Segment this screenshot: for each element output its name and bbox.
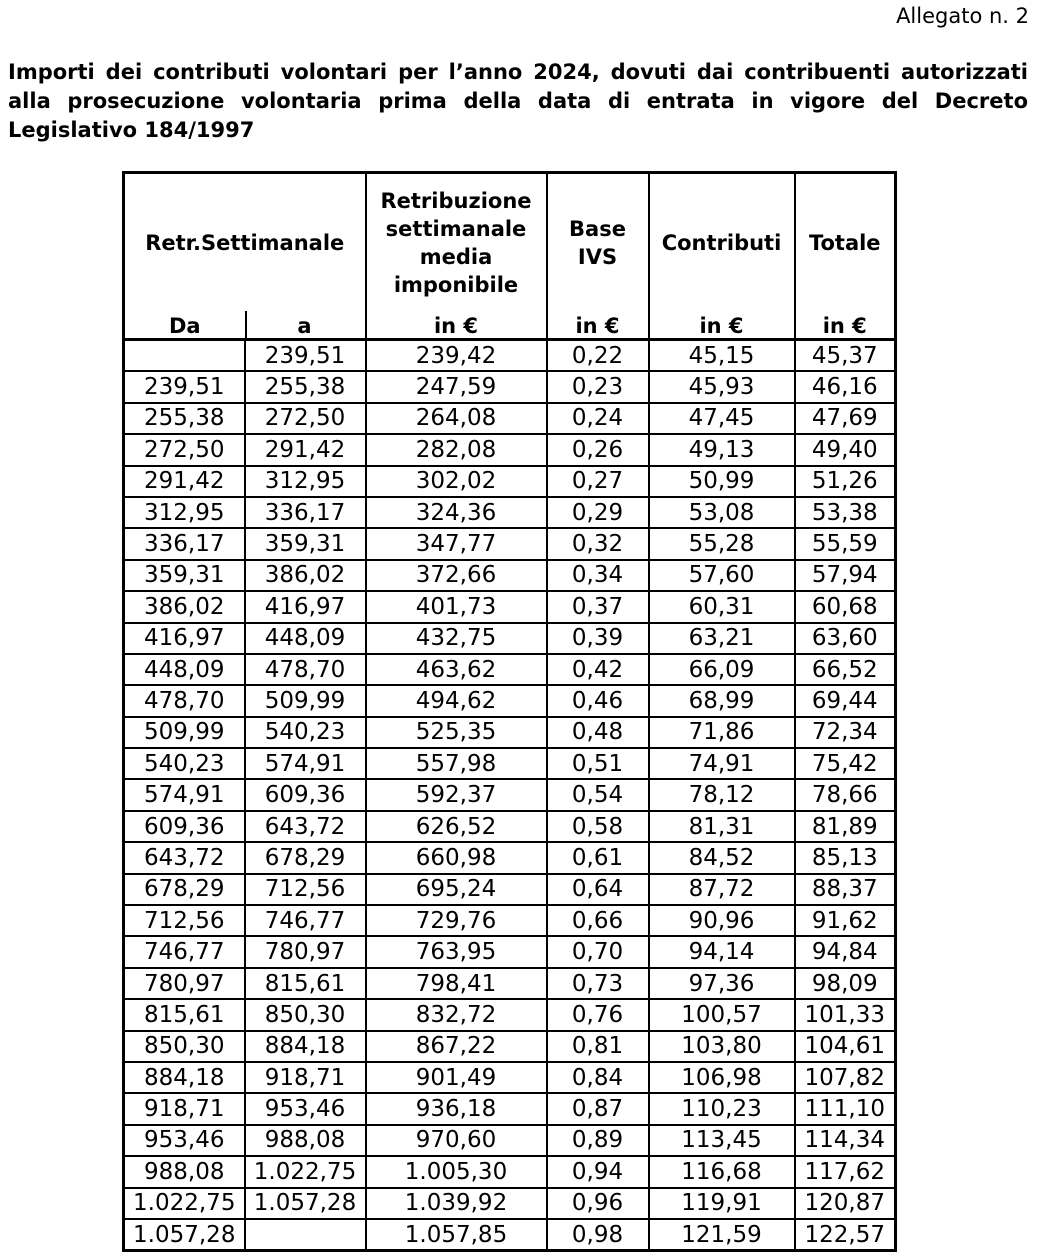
header-base-ivs: Base IVS [547,173,649,312]
cell-contributi: 53,08 [649,497,795,528]
cell-da: 746,77 [124,936,245,967]
table-row [124,936,896,967]
cell-totale: 47,69 [795,403,896,434]
cell-base-ivs: 0,66 [547,905,649,936]
table-row [124,968,896,999]
cell-da: 609,36 [124,811,245,842]
cell-a: 478,70 [245,654,366,685]
cell-base-ivs: 0,61 [547,842,649,873]
cell-totale: 63,60 [795,623,896,654]
cell-da: 988,08 [124,1156,245,1187]
table-row [124,403,896,434]
cell-retribuzione: 832,72 [366,999,547,1030]
table-body [124,340,896,1251]
cell-totale: 55,59 [795,528,896,559]
cell-a [245,1219,366,1251]
cell-da: 448,09 [124,654,245,685]
table-row [124,434,896,465]
cell-contributi: 47,45 [649,403,795,434]
table-row [124,842,896,873]
cell-a: 540,23 [245,717,366,748]
cell-base-ivs: 0,54 [547,779,649,810]
cell-contributi: 74,91 [649,748,795,779]
cell-da: 850,30 [124,1031,245,1062]
cell-contributi: 121,59 [649,1219,795,1251]
cell-base-ivs: 0,24 [547,403,649,434]
cell-totale: 46,16 [795,371,896,402]
cell-a: 448,09 [245,623,366,654]
cell-base-ivs: 0,22 [547,340,649,372]
cell-totale: 117,62 [795,1156,896,1187]
cell-da: 1.022,75 [124,1188,245,1219]
unit-contributi: in € [649,311,795,340]
cell-retribuzione: 798,41 [366,968,547,999]
cell-retribuzione: 867,22 [366,1031,547,1062]
cell-contributi: 119,91 [649,1188,795,1219]
cell-retribuzione: 463,62 [366,654,547,685]
cell-base-ivs: 0,26 [547,434,649,465]
cell-da: 574,91 [124,779,245,810]
cell-retribuzione: 763,95 [366,936,547,967]
cell-retribuzione: 1.057,85 [366,1219,547,1251]
attachment-label: Allegato n. 2 [896,4,1029,28]
cell-contributi: 57,60 [649,560,795,591]
cell-base-ivs: 0,37 [547,591,649,622]
cell-base-ivs: 0,98 [547,1219,649,1251]
cell-base-ivs: 0,70 [547,936,649,967]
cell-contributi: 49,13 [649,434,795,465]
cell-a: 609,36 [245,779,366,810]
cell-a: 712,56 [245,874,366,905]
cell-totale: 107,82 [795,1062,896,1093]
cell-da: 815,61 [124,999,245,1030]
table-row [124,905,896,936]
cell-retribuzione: 557,98 [366,748,547,779]
cell-base-ivs: 0,87 [547,1093,649,1124]
cell-base-ivs: 0,81 [547,1031,649,1062]
cell-da: 312,95 [124,497,245,528]
cell-totale: 120,87 [795,1188,896,1219]
cell-da: 239,51 [124,371,245,402]
cell-a: 953,46 [245,1093,366,1124]
cell-da: 712,56 [124,905,245,936]
column-divider [245,311,247,338]
cell-base-ivs: 0,64 [547,874,649,905]
cell-da: 918,71 [124,1093,245,1124]
table-row [124,340,896,372]
cell-retribuzione: 901,49 [366,1062,547,1093]
cell-a: 574,91 [245,748,366,779]
cell-base-ivs: 0,89 [547,1125,649,1156]
cell-base-ivs: 0,84 [547,1062,649,1093]
cell-retribuzione: 660,98 [366,842,547,873]
cell-retribuzione: 1.005,30 [366,1156,547,1187]
cell-da: 291,42 [124,466,245,497]
cell-base-ivs: 0,23 [547,371,649,402]
cell-base-ivs: 0,42 [547,654,649,685]
cell-contributi: 106,98 [649,1062,795,1093]
header-retr-settimanale: Retr.Settimanale [124,173,366,312]
cell-retribuzione: 525,35 [366,717,547,748]
cell-da [124,340,245,372]
cell-da: 509,99 [124,717,245,748]
cell-retribuzione: 936,18 [366,1093,547,1124]
cell-base-ivs: 0,34 [547,560,649,591]
cell-da: 953,46 [124,1125,245,1156]
unit-a-label: a [297,314,312,338]
cell-base-ivs: 0,48 [547,717,649,748]
cell-retribuzione: 729,76 [366,905,547,936]
cell-totale: 122,57 [795,1219,896,1251]
cell-contributi: 90,96 [649,905,795,936]
table-row [124,497,896,528]
header-contributi: Contributi [649,173,795,312]
cell-base-ivs: 0,51 [547,748,649,779]
cell-retribuzione: 302,02 [366,466,547,497]
header-totale: Totale [795,173,896,312]
cell-a: 643,72 [245,811,366,842]
cell-contributi: 94,14 [649,936,795,967]
table-row [124,874,896,905]
cell-retribuzione: 264,08 [366,403,547,434]
cell-retribuzione: 592,37 [366,779,547,810]
unit-totale: in € [795,311,896,340]
cell-totale: 57,94 [795,560,896,591]
unit-retribuzione: in € [366,311,547,340]
table-row [124,1156,896,1187]
cell-totale: 69,44 [795,685,896,716]
cell-da: 540,23 [124,748,245,779]
cell-totale: 94,84 [795,936,896,967]
cell-a: 255,38 [245,371,366,402]
cell-contributi: 81,31 [649,811,795,842]
cell-a: 509,99 [245,685,366,716]
cell-retribuzione: 695,24 [366,874,547,905]
cell-a: 815,61 [245,968,366,999]
cell-a: 1.057,28 [245,1188,366,1219]
cell-a: 918,71 [245,1062,366,1093]
table-row [124,560,896,591]
table-row [124,748,896,779]
cell-base-ivs: 0,96 [547,1188,649,1219]
cell-totale: 60,68 [795,591,896,622]
table-row [124,371,896,402]
cell-base-ivs: 0,39 [547,623,649,654]
cell-da: 386,02 [124,591,245,622]
cell-a: 988,08 [245,1125,366,1156]
cell-da: 272,50 [124,434,245,465]
cell-totale: 104,61 [795,1031,896,1062]
cell-totale: 91,62 [795,905,896,936]
table-row [124,999,896,1030]
cell-contributi: 68,99 [649,685,795,716]
cell-da: 884,18 [124,1062,245,1093]
cell-retribuzione: 626,52 [366,811,547,842]
cell-a: 291,42 [245,434,366,465]
cell-contributi: 66,09 [649,654,795,685]
table-row [124,1188,896,1219]
table-row [124,654,896,685]
cell-a: 386,02 [245,560,366,591]
cell-contributi: 110,23 [649,1093,795,1124]
unit-da: Da [124,311,245,340]
cell-contributi: 113,45 [649,1125,795,1156]
cell-totale: 88,37 [795,874,896,905]
cell-contributi: 84,52 [649,842,795,873]
table-row [124,1062,896,1093]
table-row [124,466,896,497]
cell-contributi: 63,21 [649,623,795,654]
cell-contributi: 60,31 [649,591,795,622]
header-retribuzione: Retribuzione settimanale media imponibile [366,173,547,312]
table-row [124,779,896,810]
unit-base-ivs: in € [547,311,649,340]
cell-base-ivs: 0,76 [547,999,649,1030]
cell-a: 678,29 [245,842,366,873]
table-row [124,528,896,559]
table-row [124,717,896,748]
unit-a [245,311,366,340]
cell-a: 272,50 [245,403,366,434]
contributions-table [122,171,897,1252]
cell-base-ivs: 0,73 [547,968,649,999]
cell-retribuzione: 401,73 [366,591,547,622]
cell-contributi: 103,80 [649,1031,795,1062]
cell-contributi: 45,15 [649,340,795,372]
cell-base-ivs: 0,58 [547,811,649,842]
cell-a: 884,18 [245,1031,366,1062]
table-row [124,1125,896,1156]
cell-totale: 75,42 [795,748,896,779]
cell-retribuzione: 247,59 [366,371,547,402]
cell-totale: 66,52 [795,654,896,685]
cell-contributi: 87,72 [649,874,795,905]
cell-contributi: 116,68 [649,1156,795,1187]
cell-base-ivs: 0,29 [547,497,649,528]
cell-a: 850,30 [245,999,366,1030]
cell-totale: 85,13 [795,842,896,873]
cell-totale: 98,09 [795,968,896,999]
cell-a: 312,95 [245,466,366,497]
cell-da: 416,97 [124,623,245,654]
cell-totale: 101,33 [795,999,896,1030]
cell-totale: 72,34 [795,717,896,748]
table-row [124,1093,896,1124]
cell-da: 780,97 [124,968,245,999]
cell-totale: 111,10 [795,1093,896,1124]
cell-base-ivs: 0,32 [547,528,649,559]
cell-retribuzione: 970,60 [366,1125,547,1156]
cell-retribuzione: 239,42 [366,340,547,372]
cell-contributi: 100,57 [649,999,795,1030]
cell-contributi: 97,36 [649,968,795,999]
cell-totale: 45,37 [795,340,896,372]
cell-a: 359,31 [245,528,366,559]
cell-a: 239,51 [245,340,366,372]
cell-contributi: 71,86 [649,717,795,748]
table-row [124,591,896,622]
cell-totale: 49,40 [795,434,896,465]
cell-da: 478,70 [124,685,245,716]
cell-a: 1.022,75 [245,1156,366,1187]
cell-contributi: 45,93 [649,371,795,402]
cell-da: 1.057,28 [124,1219,245,1251]
table-row [124,623,896,654]
cell-a: 416,97 [245,591,366,622]
cell-retribuzione: 282,08 [366,434,547,465]
cell-totale: 53,38 [795,497,896,528]
cell-retribuzione: 372,66 [366,560,547,591]
cell-a: 746,77 [245,905,366,936]
cell-contributi: 55,28 [649,528,795,559]
cell-retribuzione: 347,77 [366,528,547,559]
cell-da: 255,38 [124,403,245,434]
cell-totale: 51,26 [795,466,896,497]
table-row [124,811,896,842]
cell-retribuzione: 324,36 [366,497,547,528]
cell-da: 643,72 [124,842,245,873]
cell-a: 780,97 [245,936,366,967]
table-row [124,1219,896,1251]
cell-totale: 81,89 [795,811,896,842]
cell-da: 359,31 [124,560,245,591]
page-title: Importi dei contributi volontari per l’anno 2024, dovuti dai contribuenti autorizzati alla prosecuzione volontaria prima della data di entrata in vigore del Decreto Legislativo 184/1997 [8,60,1028,142]
cell-da: 336,17 [124,528,245,559]
cell-base-ivs: 0,46 [547,685,649,716]
cell-base-ivs: 0,94 [547,1156,649,1187]
cell-totale: 78,66 [795,779,896,810]
cell-da: 678,29 [124,874,245,905]
table-row [124,685,896,716]
cell-contributi: 50,99 [649,466,795,497]
cell-retribuzione: 432,75 [366,623,547,654]
table-row [124,1031,896,1062]
cell-base-ivs: 0,27 [547,466,649,497]
cell-totale: 114,34 [795,1125,896,1156]
cell-contributi: 78,12 [649,779,795,810]
cell-retribuzione: 494,62 [366,685,547,716]
cell-retribuzione: 1.039,92 [366,1188,547,1219]
cell-a: 336,17 [245,497,366,528]
